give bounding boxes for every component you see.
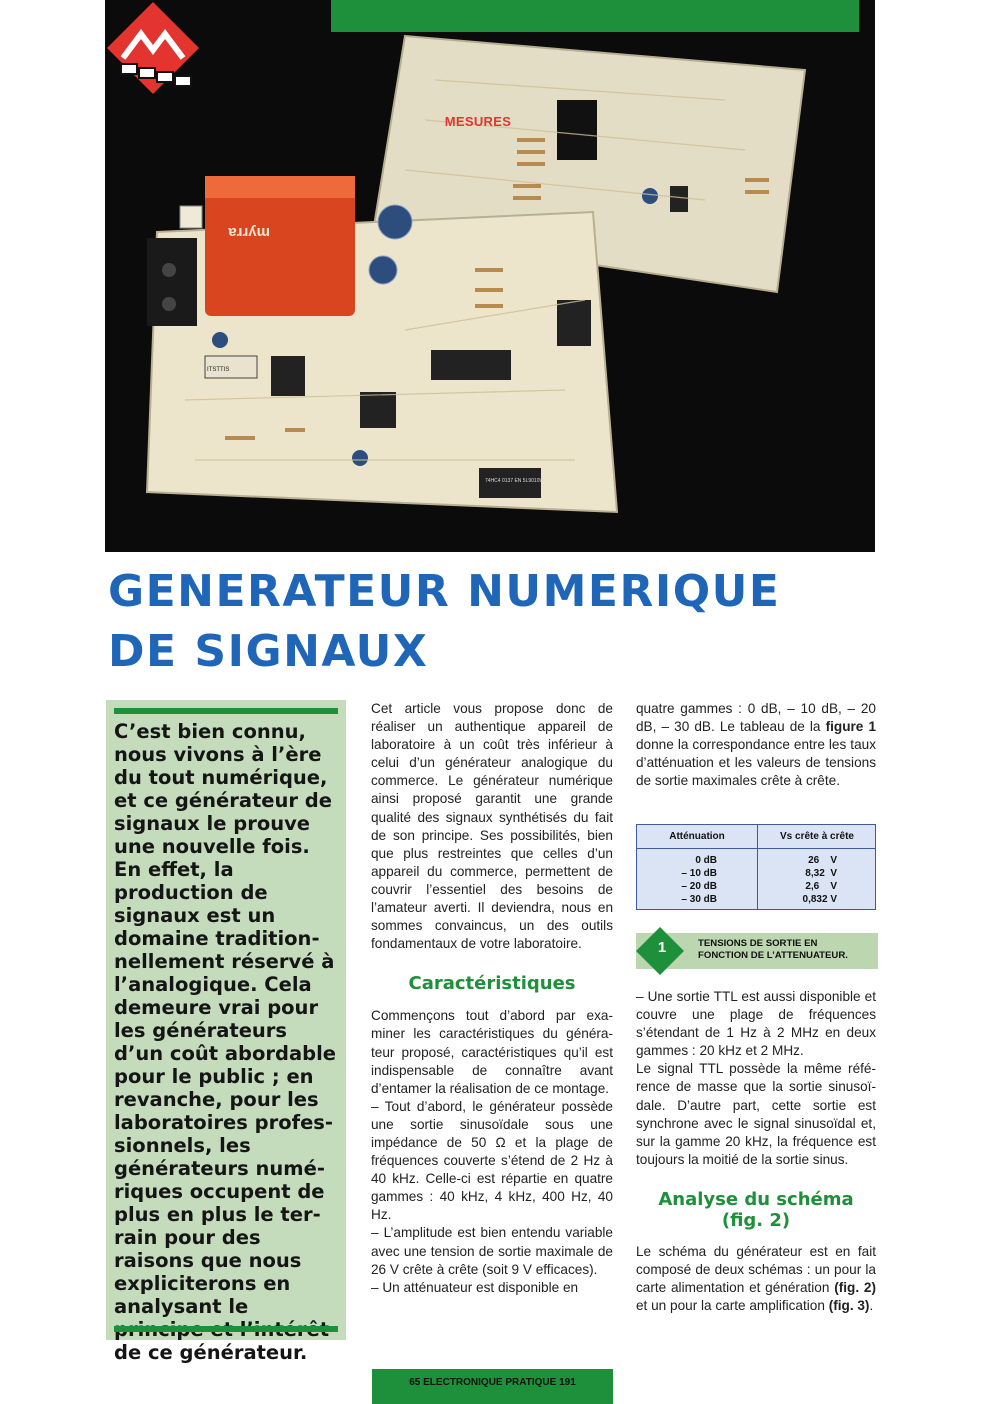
capacitor — [212, 332, 228, 348]
table-cell: – 30 dB — [681, 894, 717, 905]
circuit-board-photo — [105, 0, 875, 552]
ic-chip — [271, 356, 305, 396]
section-heading-analyse: Analyse du schéma (fig. 2) — [658, 1188, 854, 1231]
page-footer — [372, 1369, 613, 1404]
header-green-bar — [331, 0, 859, 32]
svg-text:74HC4 0137 EN 5L9010W: 74HC4 0137 EN 5L9010W — [485, 478, 545, 484]
text-column-2-lower — [636, 988, 876, 1315]
paragraph: – Une sortie TTL est aussi disponible et couvre une plage de fréquences s’étendant de 1 Hz à 2 MHz en deux gammes : 20 kHz et 2 MHz. — [636, 989, 876, 1059]
intro-text: C’est bien connu, nous vivons à l’ère du tout numérique, et ce générateur de signaux le prouve une nouvelle fois. En effet, la production de signaux est un domaine traditionnellement réservé à l’analogique. Cela demeure vrai pour les générateurs d’un coût abordable pour le public ; en revanche, pour les laboratoires professionnels, les générateurs numériques occupent de plus en plus le terrain pour des raisons que nous expliciterons en analysant le de ce générateur. — [114, 720, 336, 1364]
text-column-1 — [371, 700, 613, 1297]
table-cell: – 20 dB — [681, 881, 717, 892]
ic-chip — [360, 392, 396, 428]
attenuation-table — [636, 824, 876, 910]
title-line-2: DE SIGNAUX — [108, 626, 429, 677]
ic-chip — [670, 186, 688, 212]
transformer-label: myrra — [228, 224, 270, 241]
eprom-chip — [431, 350, 511, 380]
footer-text: 65 ELECTRONIQUE PRATIQUE 191 — [409, 1377, 576, 1388]
paragraph: – Tout d’abord, le générateur possède une sortie sinusoïdale sous une impédance de 50 Ω et la plage de fréquences couverte s’étend de 2 Hz à 40 kHz. Celle-ci est répartie en quatre gammes : 40 kHz, 4 kHz, 400 Hz, 40 Hz. — [371, 1098, 613, 1223]
paragraph: quatre gammes : 0 dB, – 10 dB, – 20 dB, – 30 dB. Le tableau de la figure 1 donne la correspondance entre les taux d’atténuation et les valeurs de tensions de sortie maximales crête à crête. — [636, 701, 876, 789]
intro-top-rule — [114, 708, 338, 714]
paragraph: Commençons tout d’abord par examiner les caractéristiques du générateur proposé, caractéristiques qu’il est indispensable de connaître avant d’entamer la réalisation de ce montage. — [371, 1008, 613, 1096]
intro-bottom-rule — [114, 1326, 338, 1332]
figure-caption — [636, 933, 878, 969]
paragraph: Cet article vous propose donc de réaliser un authentique appareil de laboratoire à un coût très inférieur à celui d’un générateur analogique du commerce. Le générateur numérique ainsi proposé garantit une grande qualité des signaux synthétisés du fait de son principe. Ses possibilités, bien que plus restreintes que celles d’un appareil du commerce, permettent de couvrir l’essentiel des besoins de l’amateur averti. Il deviendra, nous en sommes convaincus, un des outils fondamentaux de votre laboratoire. — [371, 701, 613, 952]
caption-text: TENSIONS DE SORTIE EN FONCTION DE L’ATTENUATEUR. — [698, 938, 848, 961]
title-line-1: GENERATEUR NUMERIQUE — [108, 566, 781, 617]
paragraph: – L’amplitude est bien entendu variable avec une tension de sortie maximale de 26 V crête à crête (soit 9 V efficaces). — [371, 1225, 613, 1277]
table-cell: 0 dB — [695, 855, 717, 866]
table-cell: 2,6 V — [805, 881, 837, 892]
article-title — [108, 562, 780, 682]
section-label: MESURES — [444, 114, 512, 129]
capacitor — [378, 205, 412, 239]
mesures-logo-icon — [105, 0, 201, 115]
table-cell: 0,832 V — [802, 894, 837, 905]
paragraph: – Un atténuateur est disponible en — [371, 1279, 579, 1295]
capacitor — [369, 256, 397, 284]
table-header-voltage: Vs crête à crête — [780, 831, 854, 842]
table-cell: 26 V — [808, 855, 837, 866]
connector — [147, 238, 197, 326]
paragraph: Le schéma du générateur est en fait composé de deux schémas : un pour la carte alimentation et génération (fig. 2) et un pour la carte amplification (fig. 3). — [636, 1243, 876, 1314]
section-heading-caracteristiques: Caractéristiques — [408, 973, 576, 995]
table-header-attenuation: Atténuation — [669, 831, 725, 842]
capacitor — [352, 450, 368, 466]
text-column-2 — [636, 700, 876, 790]
ic-chip — [557, 300, 591, 346]
paragraph: Le signal TTL possède la même référence de masse que la sortie sinusoïdale. D’autre part, cette sortie est synchrone avec le signal sinusoïdal et, sur la gamme 20 kHz, la fréquence est toujours la moitié de la sortie sinus. — [636, 1061, 876, 1167]
heatsink — [557, 100, 597, 160]
figure-ref: figure 1 — [825, 719, 876, 735]
intro-box — [106, 700, 346, 1364]
capacitor — [642, 188, 658, 204]
figure-number: 1 — [657, 939, 667, 956]
terminal-block — [180, 206, 202, 228]
pcb-illustration — [105, 0, 875, 552]
table-cell: – 10 dB — [681, 868, 717, 879]
table-cell: 8,32 V — [805, 868, 837, 879]
svg-text:ITSTTIS: ITSTTIS — [207, 367, 230, 373]
